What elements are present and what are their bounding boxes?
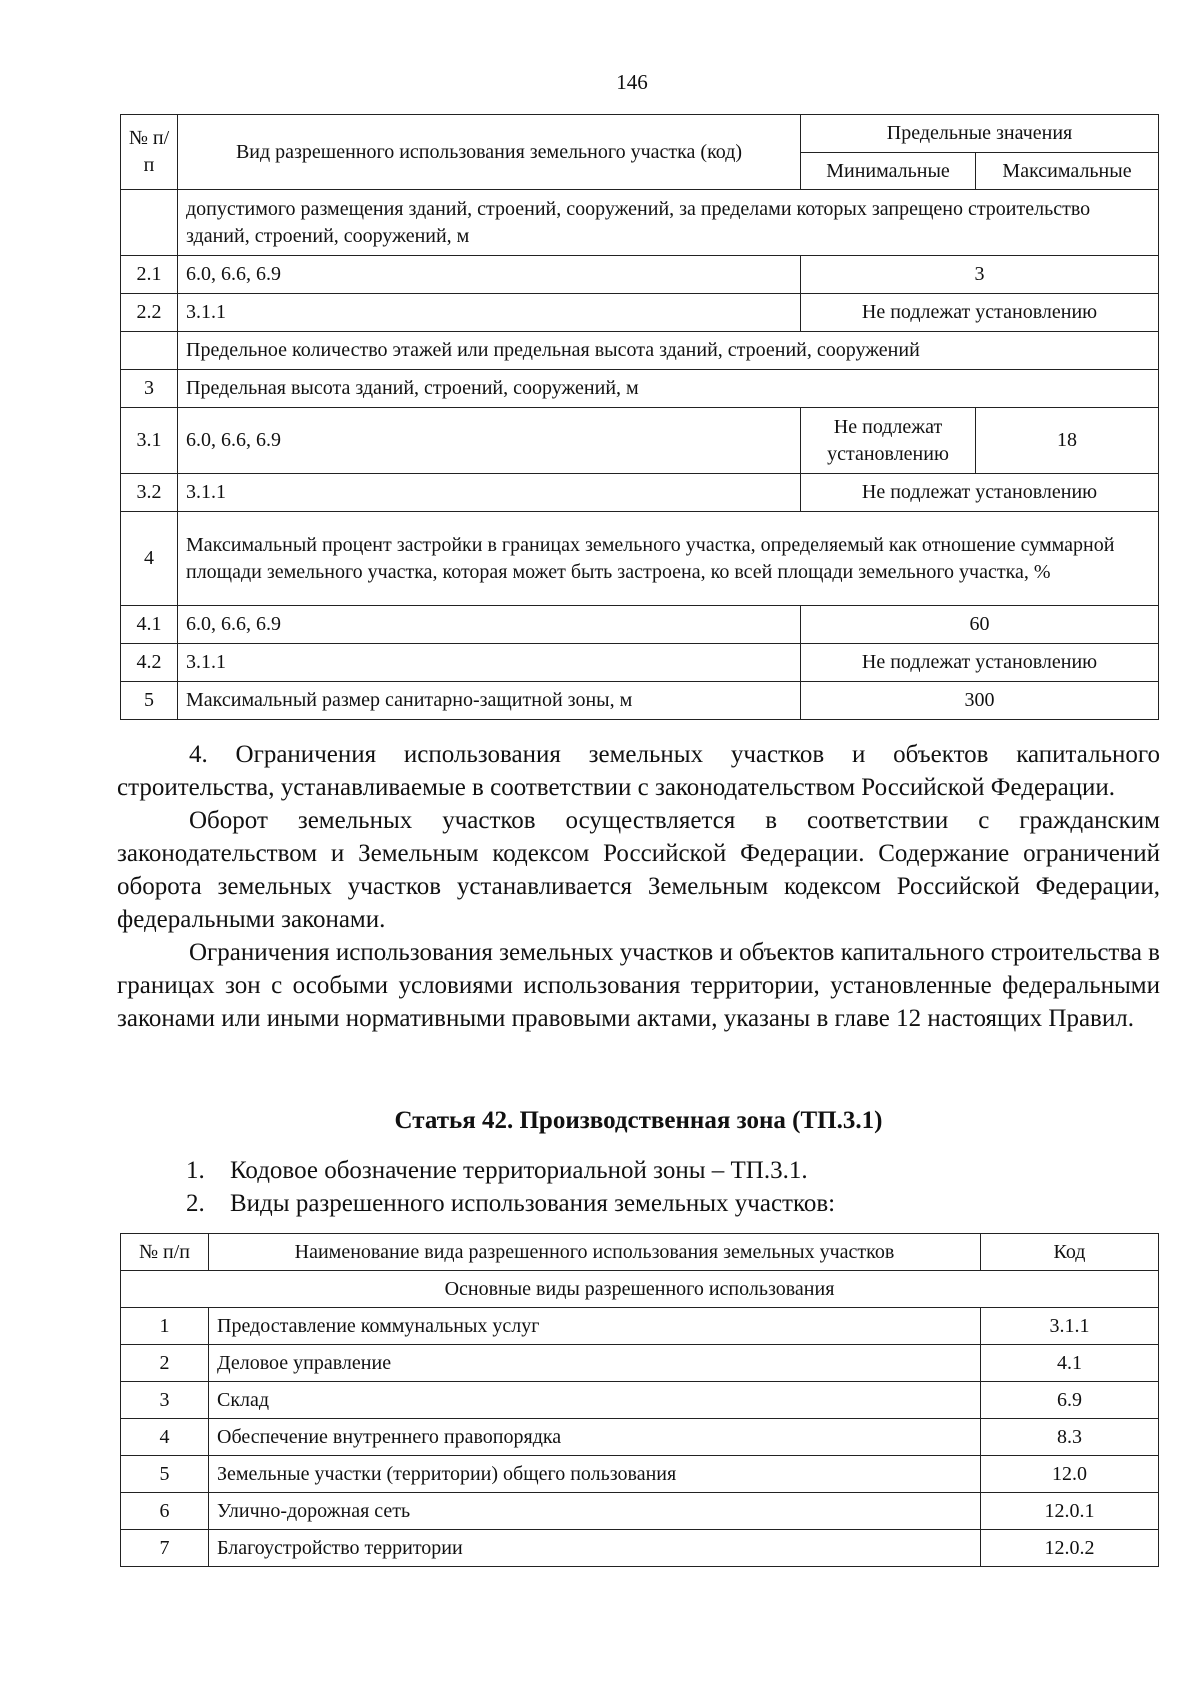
row-code: 6.0, 6.6, 6.9 <box>178 408 801 474</box>
table-cell: допустимого размещения зданий, строений, сооружений, за пределами которых запрещено строительство зданий, строений, сооружений, м <box>178 190 1159 256</box>
list-item <box>186 1187 835 1220</box>
paragraph: 4. Ограничения использования земельных участков и объектов капитального строительства, устанавливаемые в соответствии с законодательством Российской Федерации. <box>117 741 1160 801</box>
permitted-uses-table <box>120 1233 1159 1567</box>
row-value: 3 <box>801 256 1159 294</box>
row-num: 4.2 <box>121 644 178 682</box>
row-value: Не подлежат установлению <box>801 644 1159 682</box>
table-cell: Предельное количество этажей или предельная высота зданий, строений, сооружений <box>178 332 1159 370</box>
header-name: Наименование вида разрешенного использования земельных участков <box>209 1234 981 1271</box>
row-value: Не подлежат установлению <box>801 294 1159 332</box>
row-name: Склад <box>209 1382 981 1419</box>
table-row <box>121 1530 1159 1567</box>
row-name: Предоставление коммунальных услуг <box>209 1308 981 1345</box>
article-heading: Статья 42. Производственная зона (ТП.3.1) <box>394 1107 883 1134</box>
header-min: Минимальные <box>801 153 976 190</box>
table-row <box>121 1493 1159 1530</box>
row-code: 12.0.1 <box>981 1493 1159 1530</box>
row-name: Благоустройство территории <box>209 1530 981 1567</box>
row-name: Улично-дорожная сеть <box>209 1493 981 1530</box>
list-item <box>186 1154 835 1187</box>
row-name: Земельные участки (территории) общего пользования <box>209 1456 981 1493</box>
table-row <box>121 1456 1159 1493</box>
row-num: 3 <box>121 1382 209 1419</box>
row-value: Не подлежат установлению <box>801 474 1159 512</box>
row-value: 60 <box>801 606 1159 644</box>
page-number: 146 <box>616 70 648 94</box>
list-item-text: Кодовое обозначение территориальной зоны – ТП.3.1. <box>230 1157 808 1184</box>
row-num: 4 <box>121 512 178 606</box>
table-row <box>121 1419 1159 1456</box>
row-text: Максимальный процент застройки в границах земельного участка, определяемый как отношение суммарной площади земельного участка, которая может быть застроена, ко всей площади земельного участка, % <box>178 512 1159 606</box>
row-value: 300 <box>801 682 1159 720</box>
row-min: Не подлежат установлению <box>801 408 976 474</box>
row-code: 8.3 <box>981 1419 1159 1456</box>
row-num: 4 <box>121 1419 209 1456</box>
row-num: 3.1 <box>121 408 178 474</box>
paragraph: Ограничения использования земельных участков и объектов капитального строительства в границах зон с особыми условиями использования территории, установленные федеральными законами или иными нормативными правовыми актами, указаны в главе 12 настоящих Правил. <box>117 939 1160 1032</box>
row-code: 12.0 <box>981 1456 1159 1493</box>
row-code: 6.9 <box>981 1382 1159 1419</box>
row-code: 4.1 <box>981 1345 1159 1382</box>
row-num: 3.2 <box>121 474 178 512</box>
header-num: № п/п <box>121 1234 209 1271</box>
row-code: 3.1.1 <box>178 474 801 512</box>
row-num: 2 <box>121 1345 209 1382</box>
limits-table <box>120 114 1159 720</box>
row-num: 6 <box>121 1493 209 1530</box>
row-num: 2.2 <box>121 294 178 332</box>
table-row <box>121 1308 1159 1345</box>
header-type: Вид разрешенного использования земельного участка (код) <box>178 115 801 190</box>
row-num: 4.1 <box>121 606 178 644</box>
row-name: Деловое управление <box>209 1345 981 1382</box>
row-name: Обеспечение внутреннего правопорядка <box>209 1419 981 1456</box>
row-num: 5 <box>121 682 178 720</box>
header-code: Код <box>981 1234 1159 1271</box>
row-text: Предельная высота зданий, строений, сооружений, м <box>178 370 1159 408</box>
table-row <box>121 1382 1159 1419</box>
header-limits: Предельные значения <box>801 115 1159 153</box>
row-code: 3.1.1 <box>178 294 801 332</box>
row-num: 5 <box>121 1456 209 1493</box>
header-num: № п/п <box>121 115 178 190</box>
row-num: 1 <box>121 1308 209 1345</box>
list-item-number: 1. <box>186 1157 205 1184</box>
paragraph: Оборот земельных участков осуществляется в соответствии с гражданским законодательством и Земельным кодексом Российской Федерации. Содержание ограничений оборота земельных участков устанавливается Земельным кодексом Российской Федерации, федеральными законами. <box>117 807 1160 933</box>
list-item-number: 2. <box>186 1190 205 1217</box>
section-row: Основные виды разрешенного использования <box>121 1271 1159 1308</box>
row-num: 3 <box>121 370 178 408</box>
row-code: 12.0.2 <box>981 1530 1159 1567</box>
row-code: 6.0, 6.6, 6.9 <box>178 606 801 644</box>
numbered-list <box>186 1154 835 1220</box>
row-max: 18 <box>976 408 1159 474</box>
body-text <box>117 738 1160 1035</box>
row-num: 7 <box>121 1530 209 1567</box>
row-code: 3.1.1 <box>981 1308 1159 1345</box>
row-num: 2.1 <box>121 256 178 294</box>
list-item-text: Виды разрешенного использования земельных участков: <box>230 1190 836 1217</box>
table-row <box>121 1345 1159 1382</box>
header-max: Максимальные <box>976 153 1159 190</box>
row-code: 3.1.1 <box>178 644 801 682</box>
row-text: Максимальный размер санитарно-защитной зоны, м <box>178 682 801 720</box>
row-code: 6.0, 6.6, 6.9 <box>178 256 801 294</box>
